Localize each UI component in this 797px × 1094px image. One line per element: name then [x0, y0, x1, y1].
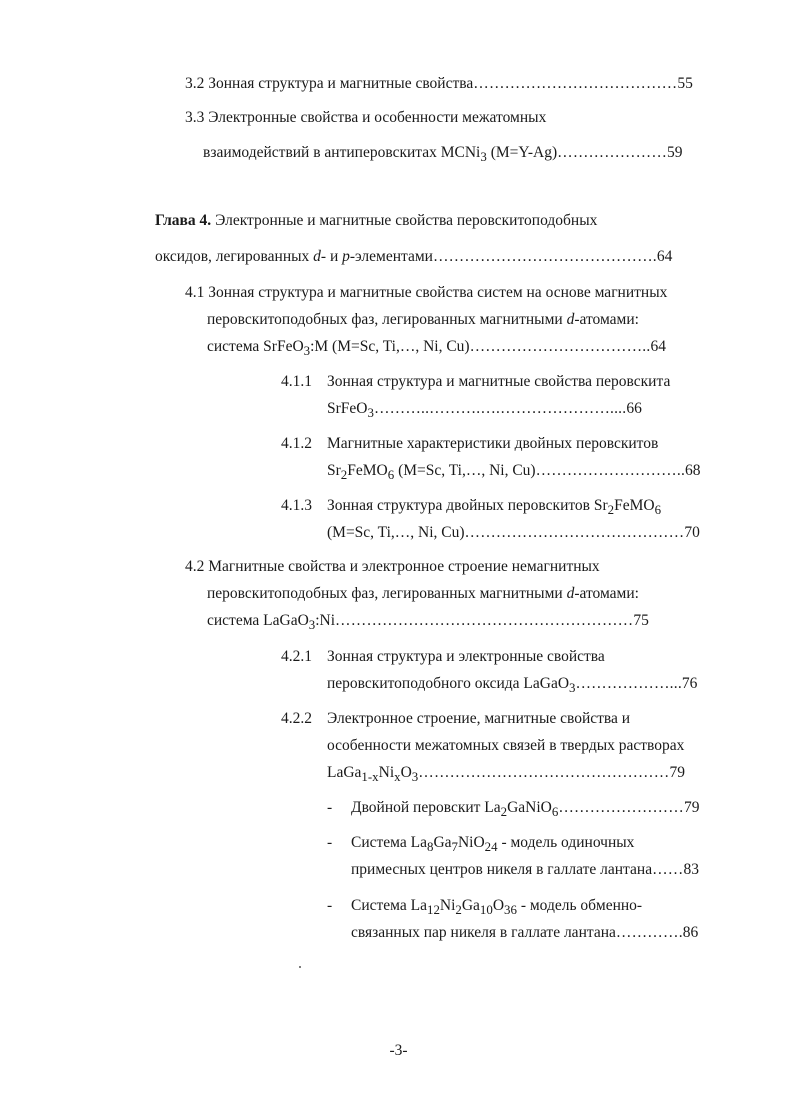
toc-entry-4-1-2-line2 [327, 461, 701, 485]
page-ref: 55 [677, 75, 693, 92]
entry-title: 3.3 Электронные свойства и особенности межатомных [185, 109, 547, 126]
toc-entry-4-1-1-line2 [327, 399, 642, 423]
entry-text: примесных центров никеля в галлате лантана [351, 861, 653, 878]
page-ref: 86 [682, 924, 699, 941]
entry-text: связанных пар никеля в галлате лантана [351, 924, 616, 941]
entry-text: система SrFeO [207, 338, 304, 355]
subscript: 6 [654, 502, 662, 518]
chapter-title: Электронные и магнитные свойства перовскитоподобных [211, 212, 598, 229]
italic-symbol: d [566, 585, 575, 602]
toc-entry-4-1-line3 [207, 337, 666, 361]
page-ref: 76 [681, 675, 698, 692]
toc-entry-3-2 [185, 74, 693, 94]
leader-dots: …… [652, 861, 684, 878]
entry-text: -атомами: [574, 585, 639, 602]
leader-dots: ………………… [557, 144, 668, 161]
entry-text: взаимодействий в антиперовскитах MCNi [203, 144, 481, 161]
subscript: 6 [551, 804, 559, 820]
dash-bullet: - [327, 834, 333, 851]
toc-chapter-4-line1 [155, 211, 597, 231]
subscript: 8 [426, 839, 434, 855]
toc-entry-4-2-line1 [185, 557, 600, 577]
entry-title: 4.1 Зонная структура и магнитные свойства систем на основе магнитных [185, 284, 668, 301]
leader-dots: ………………………………………… [418, 764, 670, 781]
entry-text: Ni [439, 897, 456, 914]
entry-text: FeMO [614, 497, 655, 514]
entry-text: NiO [457, 834, 485, 851]
subscript: 3 [367, 405, 374, 421]
toc-subitem-3-line1 [327, 896, 642, 920]
toc-entry-4-1-3-line1 [281, 496, 661, 520]
toc-entry-4-2-2-line3 [327, 763, 685, 787]
toc-entry-4-2-line3 [207, 611, 649, 635]
entry-title: Электронное строение, магнитные свойства и [327, 710, 631, 727]
section-number: 4.2.2 [281, 710, 312, 727]
toc-entry-4-1-1-line1 [281, 372, 670, 392]
subscript: 3 [569, 680, 576, 696]
entry-text: Двойной перовскит La [351, 799, 501, 816]
entry-text: оксидов, легированных [155, 248, 314, 265]
toc-entry-4-2-1-line1 [281, 647, 605, 667]
subscript: 12 [426, 902, 440, 918]
entry-text: O [492, 897, 505, 914]
toc-entry-3-3-line1 [185, 108, 546, 128]
entry-text: Ga [433, 834, 452, 851]
subscript: 2 [607, 502, 615, 518]
toc-entry-4-2-2-line2 [327, 736, 684, 756]
entry-text: -атомами: [574, 311, 639, 328]
entry-text: FeMO [347, 462, 388, 479]
subscript: 24 [484, 839, 498, 855]
entry-text: O [400, 764, 412, 781]
page-ref: 83 [683, 861, 699, 878]
entry-text: Система La [351, 897, 427, 914]
leader-dots: ………..……….….………………….... [373, 400, 627, 417]
entry-text: GaNiO [507, 799, 552, 816]
subscript: 36 [504, 902, 517, 918]
toc-entry-4-2-line2 [207, 584, 639, 604]
dash-bullet: - [327, 897, 333, 914]
section-number: 4.1.3 [281, 497, 312, 514]
entry-text: (M=Y-Ag) [486, 144, 558, 161]
leader-dots: …………. [615, 924, 683, 941]
entry-text: LaGa [327, 764, 362, 781]
toc-subitem-2-line2 [351, 860, 699, 880]
entry-text: -элементами [349, 248, 433, 265]
italic-symbol: d [313, 248, 321, 265]
entry-text: (M=Sc, Ti,…, Ni, Cu) [327, 524, 465, 541]
page-ref: 64 [650, 338, 666, 355]
entry-text: - модель обменно- [516, 897, 643, 914]
entry-text: - модель одиночных [497, 834, 635, 851]
subscript: 3 [411, 769, 419, 785]
page-ref: 79 [683, 799, 700, 816]
entry-text: :M (M=Sc, Ti,…, Ni, Cu) [310, 338, 470, 355]
subscript: 2 [500, 804, 508, 820]
page-ref: 64 [656, 248, 673, 265]
subscript: 3 [303, 343, 311, 359]
entry-text: перовскитоподобных фаз, легированных магнитными [207, 311, 567, 328]
entry-text: :Ni [315, 612, 336, 629]
leader-dots: …………………… [558, 799, 684, 816]
page-number: -3- [389, 1042, 408, 1059]
entry-text: перовскитоподобного оксида LaGaO [327, 675, 570, 692]
subscript: 2 [340, 467, 348, 483]
entry-text: Sr [327, 462, 341, 479]
chapter-label: Глава 4. [155, 212, 212, 229]
entry-text: - и [320, 248, 343, 265]
entry-text: перовскитоподобных фаз, легированных магнитными [207, 585, 567, 602]
italic-symbol: d [566, 311, 575, 328]
italic-symbol: p [342, 248, 350, 265]
leader-dots: ……………………………………. [432, 248, 657, 265]
entry-text: система LaGaO [207, 612, 309, 629]
entry-text: особенности межатомных связей в твердых растворах [327, 737, 685, 754]
entry-text: Ga [461, 897, 480, 914]
toc-entry-4-1-line2 [207, 310, 639, 330]
entry-title: Зонная структура и магнитные свойства перовскита [327, 373, 671, 390]
toc-subitem-1 [327, 798, 699, 822]
toc-entry-4-2-1-line2 [327, 674, 697, 698]
entry-title: 3.2 Зонная структура и магнитные свойства [185, 75, 474, 92]
section-number: 4.2.1 [281, 648, 312, 665]
toc-subitem-2-line1 [327, 833, 634, 857]
entry-title: Зонная структура и электронные свойства [327, 648, 605, 665]
entry-text: (M=Sc, Ti,…, Ni, Cu) [394, 462, 536, 479]
page-ref: 79 [669, 764, 685, 781]
leader-dots: ……………………….. [535, 462, 686, 479]
page-ref: 75 [633, 612, 649, 629]
subscript: 6 [387, 467, 395, 483]
entry-title: Зонная структура двойных перовскитов Sr [327, 497, 608, 514]
leader-dots: ………………………………… [473, 75, 678, 92]
toc-subitem-3-line2 [351, 923, 698, 943]
subscript: 7 [451, 839, 458, 855]
subscript: x [394, 769, 401, 785]
entry-text: Система La [351, 834, 427, 851]
section-number: 4.1.1 [281, 373, 312, 390]
subscript: 1-x [361, 769, 379, 785]
page-ref: 59 [667, 144, 683, 161]
page-ref: 68 [685, 462, 701, 479]
entry-title: 4.2 Магнитные свойства и электронное строение немагнитных [185, 558, 600, 575]
subscript: 3 [480, 149, 487, 165]
leader-dots: ………………... [575, 675, 682, 692]
page-ref: 70 [684, 524, 700, 541]
toc-entry-3-3-line2 [203, 143, 683, 167]
toc-entry-4-1-line1 [185, 283, 667, 303]
leader-dots: …………………………………… [464, 524, 685, 541]
page-ref: 66 [626, 400, 642, 417]
section-number: 4.1.2 [281, 435, 312, 452]
subscript: 3 [308, 617, 316, 633]
toc-entry-4-2-2-line1 [281, 709, 630, 729]
subscript: 2 [455, 902, 462, 918]
dash-bullet: - [327, 799, 333, 816]
toc-entry-4-1-3-line2 [327, 523, 700, 543]
entry-text: SrFeO [327, 400, 368, 417]
scan-speck [299, 966, 301, 968]
entry-title: Магнитные характеристики двойных перовскитов [327, 435, 659, 452]
leader-dots: ………………………………………………… [335, 612, 634, 629]
toc-entry-4-1-2-line1 [281, 434, 658, 454]
subscript: 10 [479, 902, 493, 918]
toc-chapter-4-line2 [155, 247, 672, 267]
leader-dots: …………………………….. [469, 338, 651, 355]
entry-text: Ni [378, 764, 395, 781]
